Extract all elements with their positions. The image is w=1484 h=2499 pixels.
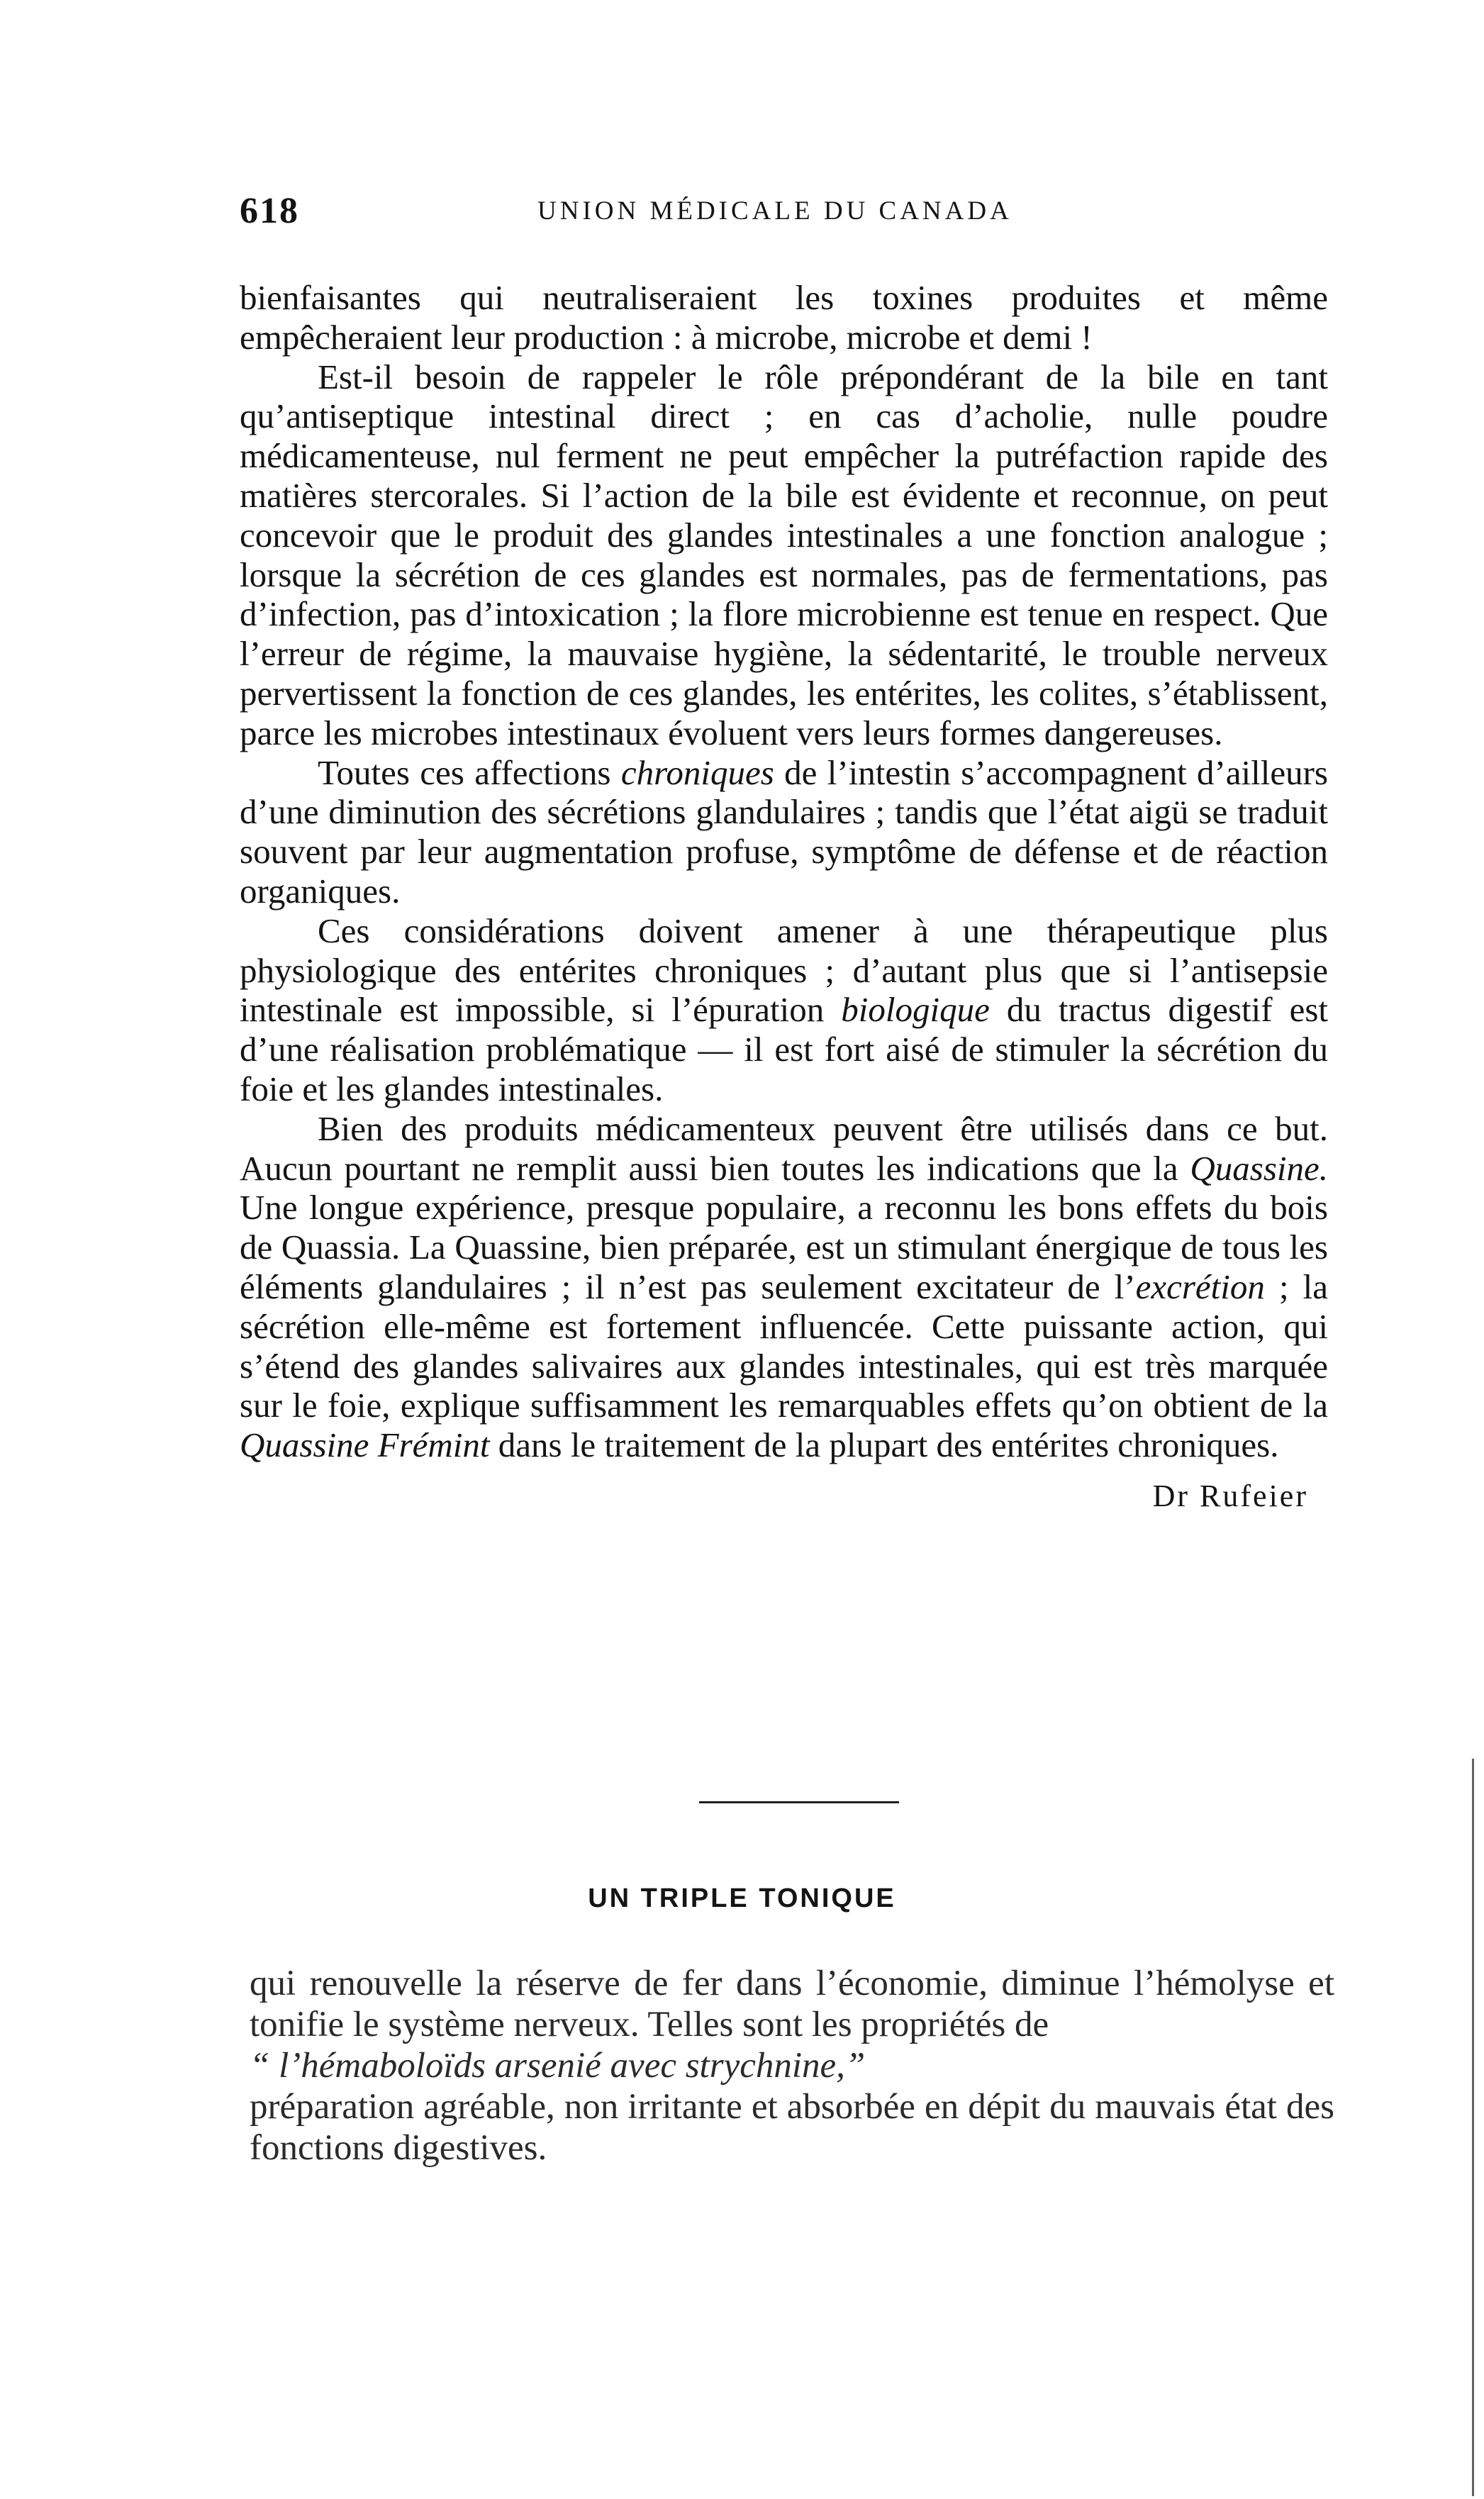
- author-signature: Dr Rufeier: [1152, 1478, 1308, 1513]
- advert-body: [250, 1963, 1334, 2169]
- italic-term: excrétion: [1135, 1267, 1265, 1306]
- italic-term: Quassine.: [1190, 1148, 1328, 1188]
- paragraph-1: bienfaisantes qui neutraliseraient les toxines produites et même empêcheraient leur production : à microbe, microbe et demi !: [240, 278, 1328, 357]
- journal-title: UNION MÉDICALE DU CANADA: [537, 196, 1012, 226]
- italic-term: Quassine Frémint: [240, 1425, 490, 1465]
- scan-edge-line: [1472, 1759, 1474, 2496]
- advert-title: UN TRIPLE TONIQUE: [588, 1883, 896, 1913]
- advert-text: préparation agréable, non irritante et absorbée en dépit du mauvais état des fonctions digestives.: [250, 2087, 1334, 2168]
- advert-text: qui renouvelle la réserve de fer dans l’économie, diminue l’hémolyse et tonifie le système nerveux. Telles sont les propriétés de: [250, 1964, 1334, 2044]
- italic-term: chroniques: [620, 752, 774, 792]
- running-head: [240, 190, 1324, 233]
- page-number: 618: [240, 191, 299, 231]
- italic-term: biologique: [841, 990, 990, 1030]
- paragraph-2: Est-il besoin de rappeler le rôle prépondérant de la bile en tant qu’antiseptique intestinal direct ; en cas d’acholie, nulle poudre médicamenteuse, nul ferment ne peut empêcher la putréfaction rapide des matières stercorales. Si l’action de la bile est évidente et reconnue, on peut concevoir que le produit des glandes intestinales a une fonction analogue ; lorsque la sécrétion de ces glandes est normales, pas de fermentations, pas d’infection, pas d’intoxication ; la flore microbienne est tenue en respect. Que l’erreur de régime, la mauvaise hygiène, la sédentarité, le trouble nerveux pervertissent la fonction de ces glandes, les entérites, les colites, s’établissent, parce les microbes intestinaux évoluent vers leurs formes dangereuses.: [240, 357, 1328, 752]
- advert-product-name: “ l’hémaboloïds arsenié avec strychnine,”: [250, 2046, 866, 2086]
- article-body: [240, 278, 1328, 1516]
- paragraph-4: Ces considérations doivent amener à une thérapeutique plus physiologique des entérites chroniques ; d’autant plus que si l’antisepsie intestinale est impossible, si l’épuration biologique du tractus digestif est d’une réalisation problématique — il est fort aisé de stimuler la sécrétion du foie et les glandes intestinales.: [240, 911, 1329, 1108]
- paragraph-3: Toutes ces affections chroniques de l’intestin s’accompagnent d’ailleurs d’une diminution des sécrétions glandulaires ; tandis que l’état aigü se traduit souvent par leur augmentation profuse, symptôme de défense et de réaction organiques.: [240, 752, 1328, 911]
- paragraph-5: Bien des produits médicamenteux peuvent être utilisés dans ce but. Aucun pourtant ne remplit aussi bien toutes les indications que la Quassine. Une longue expérience, presque populaire, a reconnu les bons effets du bois de Quassia. La Quassine, bien préparée, est un stimulant énergique de tous les éléments glandulaires ; il n’est pas seulement excitateur de l’excrétion ; la sécrétion elle-même est fortement influencée. Cette puissante action, qui s’étend des glandes salivaires aux glandes intestinales, qui est très marquée sur le foie, explique suffisamment les remarquables effets qu’on obtient de la Quassine Frémint dans le traitement de la plupart des entérites chroniques.: [240, 1108, 1328, 1465]
- section-divider: [699, 1801, 899, 1803]
